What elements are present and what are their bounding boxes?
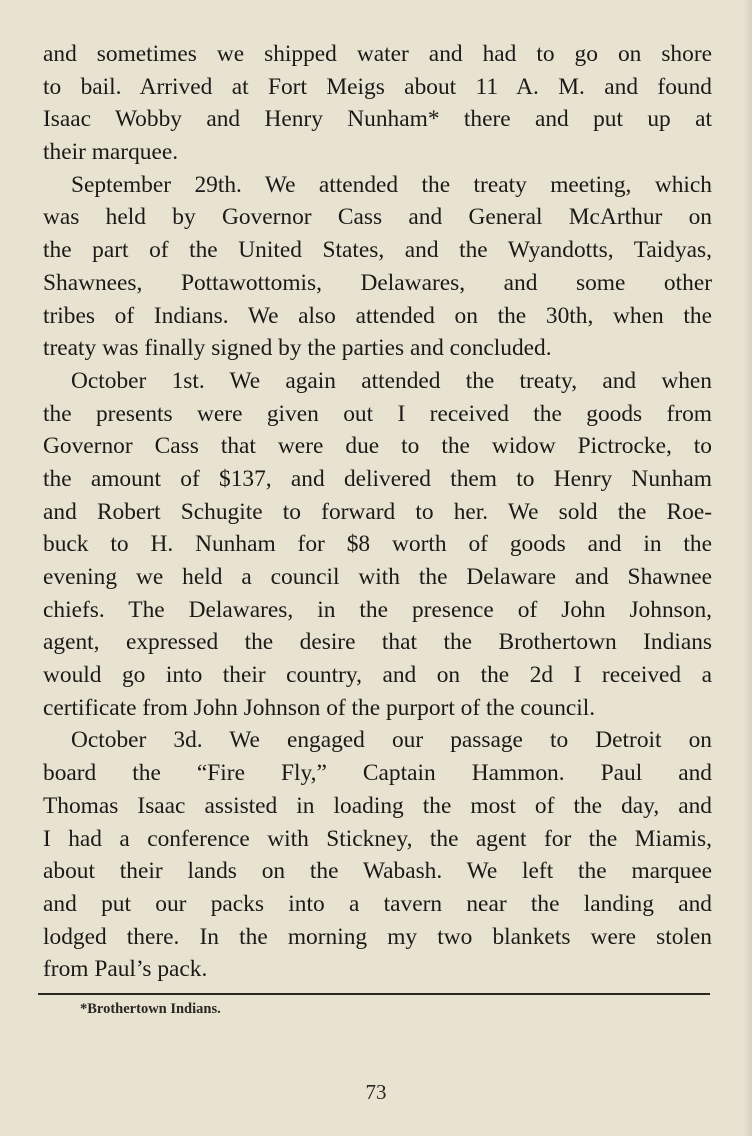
page-edge-shadow	[744, 0, 752, 1136]
page-number: 73	[365, 1080, 387, 1104]
text-line: would go into their country, and on the 2d I received a	[43, 662, 712, 689]
text-line: Thomas Isaac assisted in loading the most of the day, and	[43, 792, 712, 819]
text-line: their marquee.	[43, 139, 179, 166]
text-line: Governor Cass that were due to the widow Pictrocke, to	[43, 433, 712, 460]
text-line: I had a conference with Stickney, the agent for the Miamis,	[43, 825, 712, 852]
text-line: and Robert Schugite to forward to her. We sold the Roe-	[43, 498, 712, 525]
text-line: October 1st. We again attended the treaty, and when	[71, 367, 712, 394]
text-line: the amount of $137, and delivered them to Henry Nunham	[43, 465, 712, 492]
text-line: evening we held a council with the Delaware and Shawnee	[43, 564, 712, 590]
text-line: September 29th. We attended the treaty meeting, which	[71, 171, 712, 198]
text-line: tribes of Indians. We also attended on the 30th, when the	[43, 302, 712, 329]
text-line: the presents were given out I received the goods from	[43, 400, 712, 427]
text-line: to bail. Arrived at Fort Meigs about 11 A. M. and found	[43, 73, 712, 100]
text-line: and sometimes we shipped water and had to go on shore	[43, 41, 712, 67]
text-line: and put our packs into a tavern near the landing and	[43, 890, 712, 917]
footnote: *Brothertown Indians.	[80, 1001, 221, 1017]
text-line: buck to H. Nunham for $8 worth of goods and in the	[43, 531, 712, 558]
body-text	[43, 38, 712, 986]
text-line: Isaac Wobby and Henry Nunham* there and put up at	[43, 106, 712, 133]
text-line: treaty was finally signed by the parties and concluded.	[43, 335, 552, 362]
text-line: was held by Governor Cass and General McArthur on	[43, 204, 712, 231]
text-line: Shawnees, Pottawottomis, Delawares, and some other	[43, 269, 712, 296]
text-line: board the “Fire Fly,” Captain Hammon. Paul and	[43, 760, 712, 787]
text-line: about their lands on the Wabash. We left the marquee	[43, 858, 712, 885]
text-line: lodged there. In the morning my two blankets were stolen	[43, 923, 712, 950]
text-line: October 3d. We engaged our passage to Detroit on	[71, 727, 712, 754]
text-line: from Paul’s pack.	[43, 956, 208, 983]
text-line: agent, expressed the desire that the Brothertown Indians	[43, 629, 712, 656]
text-line: certificate from John Johnson of the purport of the council.	[43, 694, 596, 721]
footnote-divider	[38, 993, 710, 995]
text-line: chiefs. The Delawares, in the presence of John Johnson,	[43, 596, 712, 623]
text-line: the part of the United States, and the Wyandotts, Taidyas,	[43, 237, 712, 264]
